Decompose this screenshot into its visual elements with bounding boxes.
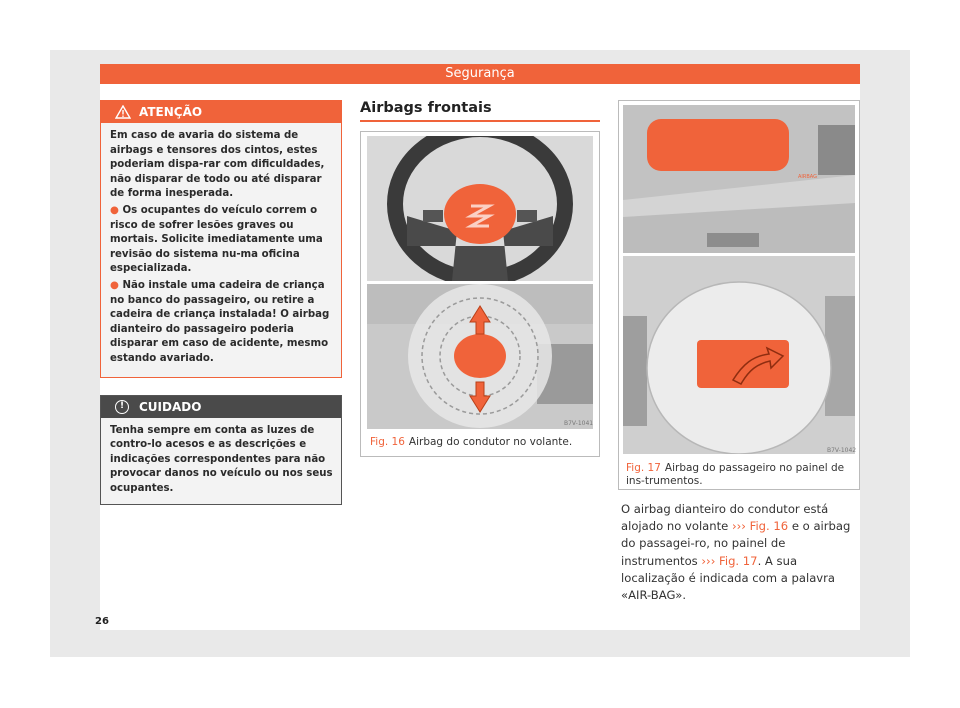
caption-text: Airbag do passageiro no painel de ins-trumentos. xyxy=(626,462,845,487)
passenger-airbag-illustration xyxy=(623,256,855,454)
warning-paragraph: Em caso de avaria do sistema de airbags e tensores dos cintos, estes poderiam dispa-rar com dificuldades, não disparar de todo ou até disparar de forma inesperada. xyxy=(110,130,325,200)
figure-16 xyxy=(360,131,600,457)
figure-16-link[interactable]: Fig. 16 xyxy=(749,519,789,534)
airbag-label: AIRBAG xyxy=(798,174,818,180)
caution-box xyxy=(100,395,342,506)
warning-box xyxy=(100,100,342,378)
driver-airbag-illustration xyxy=(367,284,593,429)
warning-header xyxy=(101,101,341,123)
left-column xyxy=(100,100,342,505)
ref-arrow: ››› xyxy=(701,553,716,568)
figure-17 xyxy=(618,100,860,490)
figure-code: B7V-1041 xyxy=(564,420,594,427)
steering-wheel-image xyxy=(367,136,593,281)
dashboard-illustration xyxy=(623,105,855,253)
figure-17-caption xyxy=(626,462,856,488)
steering-wheel-illustration xyxy=(367,136,593,281)
info-circle-icon: ! xyxy=(115,400,129,414)
page-number: 26 xyxy=(95,616,109,627)
dashboard-image xyxy=(623,105,855,253)
figure-code: B7V-1042 xyxy=(827,447,857,454)
warning-triangle-icon xyxy=(115,105,131,119)
bullet-icon: ● xyxy=(110,279,123,291)
caption-text: Airbag do condutor no volante. xyxy=(408,436,573,448)
warning-bullet: ● Não instale uma cadeira de criança no banco do passageiro, ou retire a cadeira de criança instalada! O airbag dianteiro do passageiro poderia disparar em caso de acidente, mesmo estando avariado. xyxy=(110,279,330,364)
figure-17-link[interactable]: Fig. 17 xyxy=(719,553,758,568)
driver-airbag-image xyxy=(367,284,593,429)
passenger-airbag-image xyxy=(623,256,855,454)
figure-16-caption xyxy=(370,436,596,449)
warning-bullet: ● Os ocupantes do veículo correm o risco de sofrer lesões graves ou mortais. Solicite imediatamente uma revisão do sistema nu-ma oficina especializada. xyxy=(110,204,323,275)
figure-number: Fig. 17 xyxy=(626,462,661,474)
chapter-header: Segurança xyxy=(100,64,860,84)
section-title: Airbags frontais xyxy=(360,100,600,122)
caution-body: Tenha sempre em conta as luzes de contro-lo acesos e as descrições e indicações correspondentes para não provocar danos no veículo ou nos seus ocupantes. xyxy=(110,424,333,494)
body-paragraph: O airbag dianteiro do condutor está alojado no volante ››› Fig. 16 e o airbag do passagei-ro, no painel de instrumentos ››› Fig. 17. A sua localização é indicada com a palavra «AIR-BAG». xyxy=(621,502,851,603)
ref-arrow: ››› xyxy=(732,519,746,534)
warning-body xyxy=(101,123,341,377)
bullet-icon: ● xyxy=(110,204,123,216)
caution-title: CUIDADO xyxy=(139,399,202,414)
warning-title: ATENÇÃO xyxy=(139,105,203,119)
caution-header xyxy=(101,396,341,418)
figure-number: Fig. 16 xyxy=(370,436,405,448)
